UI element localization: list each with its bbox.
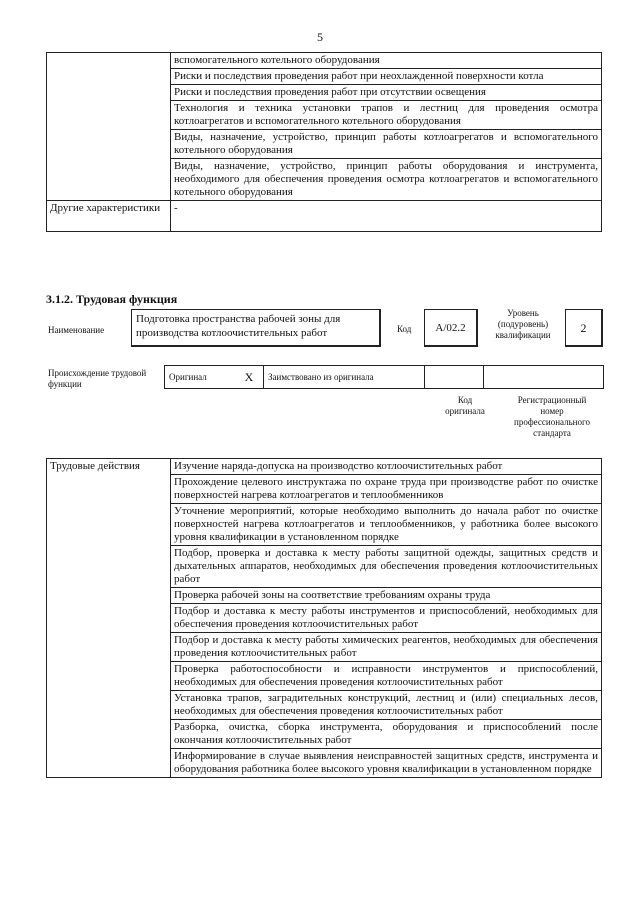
other-characteristics-value: -	[171, 201, 602, 232]
origin-mark: X	[235, 366, 264, 389]
other-characteristics-label: Другие характеристики	[47, 201, 171, 232]
function-code-box: A/02.2	[424, 309, 478, 347]
table-cell: вспомогательного котельного оборудования	[171, 53, 602, 69]
page-number: 5	[317, 30, 323, 44]
table-cell: Прохождение целевого инструктажа по охране труда при производстве работ по очистке поверхностей нагрева котлоагрегатов и теплообменников	[171, 475, 602, 504]
table-cell: Уточнение мероприятий, которые необходимо выполнить до начала работ по очистке поверхностей нагрева котлоагрегатов и теплообменников, у работника более высокого уровня квалификации в установленном порядке	[171, 504, 602, 546]
registration-number-label: Регистрационный номер профессионального стандарта	[514, 395, 590, 438]
table-cell: Подбор и доставка к месту работы инструментов и приспособлений, необходимых для обеспечения проведения котлоочистительных работ	[171, 604, 602, 633]
name-label: Наименование	[48, 325, 105, 335]
origin-reg-cell	[484, 366, 604, 389]
table-cell: Технология и техника установки трапов и лестниц для проведения осмотра котлоагрегатов и вспомогательного котельного оборудования	[171, 101, 602, 130]
table-cell: Установка трапов, заградительных конструкций, лестниц и (или) специальных лесов, необходимых для обеспечения проведения котлоочистительных работ	[171, 691, 602, 720]
labor-actions-label: Трудовые действия	[47, 459, 171, 778]
table-cell: Риски и последствия проведения работ при неохлажденной поверхности котла	[171, 69, 602, 85]
code-label: Код	[397, 324, 412, 334]
origin-table	[164, 365, 604, 389]
level-label: Уровень (подуровень) квалификации	[495, 308, 551, 340]
origin-code-cell	[425, 366, 484, 389]
table-cell: Информирование в случае выявления неисправностей защитных средств, инструмента и оборудования работника более высокого уровня квалификации в установленном порядке	[171, 749, 602, 778]
origin-label: Происхождение трудовой функции	[48, 368, 147, 389]
table-row	[47, 53, 602, 69]
table-cell: Изучение наряда-допуска на производство котлоочистительных работ	[171, 459, 602, 475]
table-cell: Виды, назначение, устройство, принцип работы оборудования и инструмента, необходимого для обеспечения проведения осмотра котлоагрегатов и вспомогательного котельного оборудования	[171, 159, 602, 201]
table-cell: Риски и последствия проведения работ при отсутствии освещения	[171, 85, 602, 101]
knowledge-table	[46, 52, 602, 232]
labor-actions-table	[46, 458, 602, 778]
origin-original-label: Оригинал	[165, 366, 236, 389]
origin-borrowed-label: Заимствовано из оригинала	[264, 366, 425, 389]
table-cell: Проверка рабочей зоны на соответствие требованиям охраны труда	[171, 588, 602, 604]
qualification-level-box: 2	[565, 309, 603, 347]
table-cell: Подбор, проверка и доставка к месту работы защитной одежды, защитных средств и дыхательных аппаратов, необходимых для обеспечения проведения котлоочистительных работ	[171, 546, 602, 588]
table-row	[165, 366, 604, 389]
table-cell: Проверка работоспособности и исправности инструментов и приспособлений, необходимых для обеспечения проведения котлоочистительных работ	[171, 662, 602, 691]
table-cell: Разборка, очистка, сборка инструмента, оборудования и приспособлений после окончания котлоочистительных работ	[171, 720, 602, 749]
table-cell: Виды, назначение, устройство, принцип работы котлоагрегатов и вспомогательного котельного оборудования	[171, 130, 602, 159]
table-cell: Подбор и доставка к месту работы химических реагентов, необходимых для обеспечения проведения котлоочистительных работ	[171, 633, 602, 662]
section-title: 3.1.2. Трудовая функция	[46, 292, 178, 306]
code-original-label: Код оригинала	[445, 395, 485, 416]
table-row	[47, 459, 602, 475]
function-name-box: Подготовка пространства рабочей зоны для производства котлоочистительных работ	[131, 309, 381, 347]
table-cell-empty	[47, 53, 171, 201]
table-row	[47, 201, 602, 232]
